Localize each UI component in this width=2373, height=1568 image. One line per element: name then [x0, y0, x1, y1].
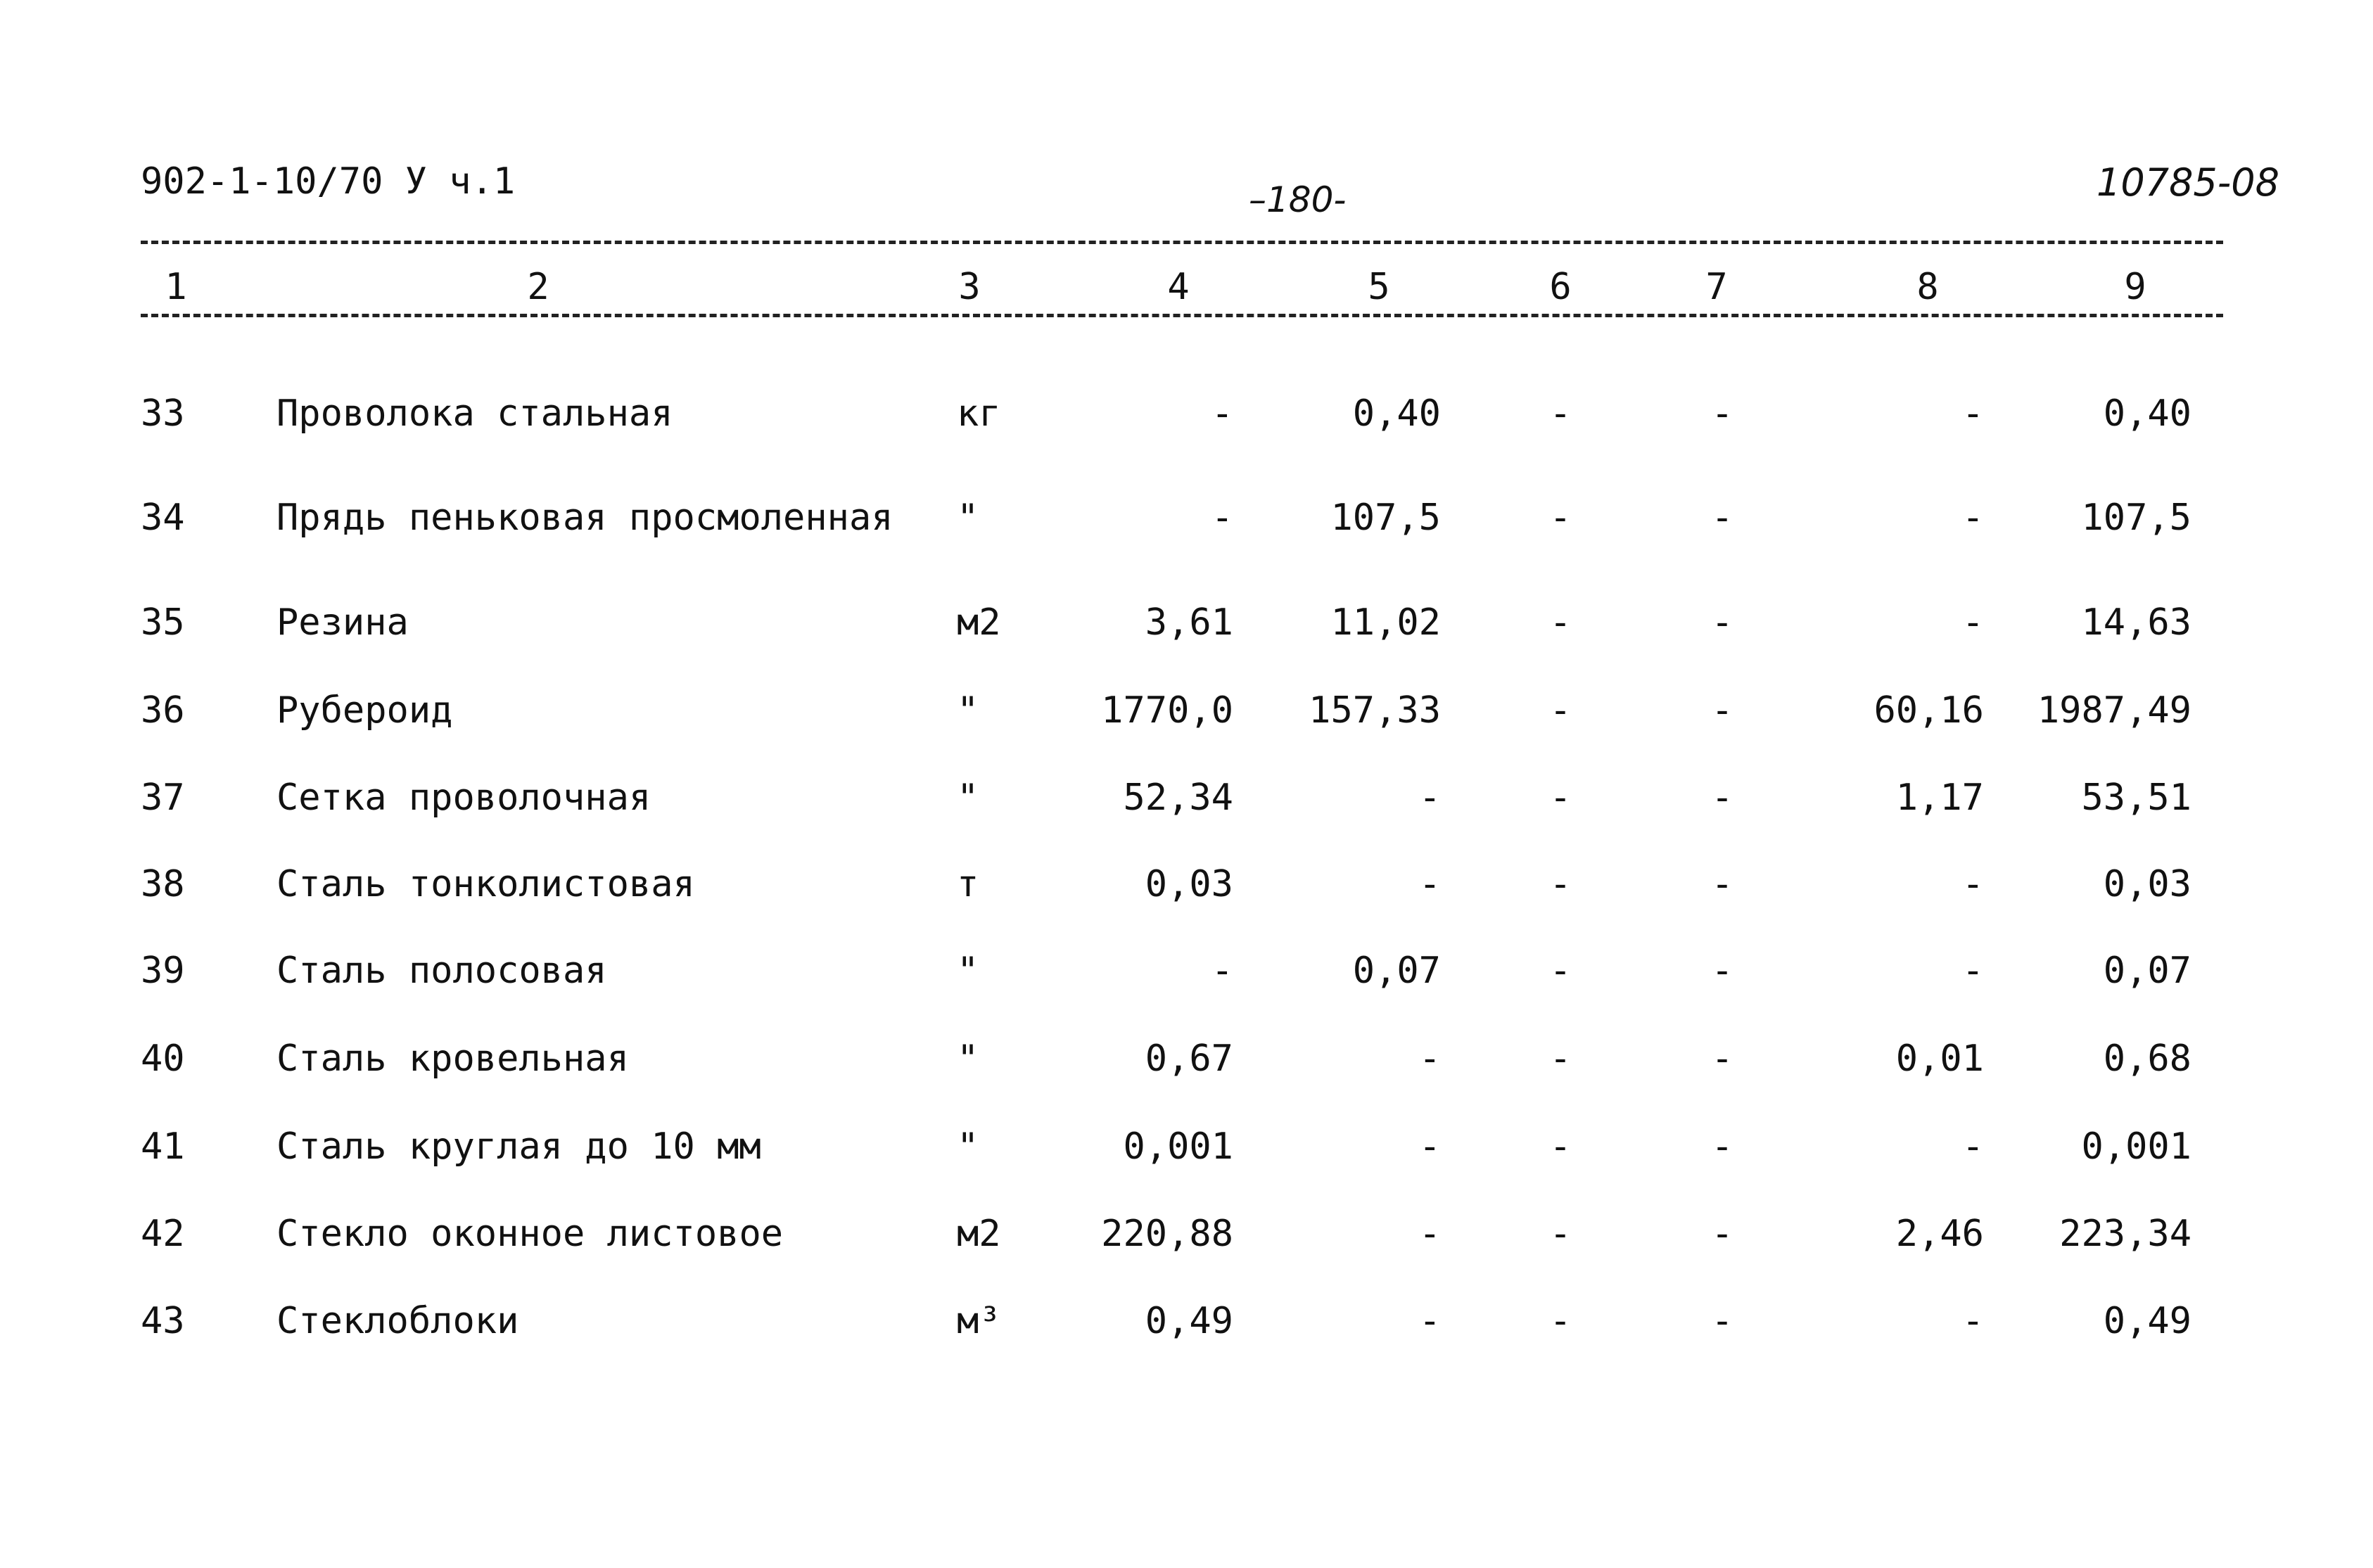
col-5-value: -	[1418, 1300, 1441, 1342]
material-name: Сталь круглая до 10 мм	[276, 1126, 761, 1168]
row-number: 38	[141, 863, 185, 905]
col-8-value: -	[1961, 1126, 1984, 1168]
material-name: Стекло оконное листовое	[276, 1213, 784, 1255]
col-4-value: 0,49	[1145, 1300, 1233, 1342]
column-header-1: 1	[165, 266, 187, 308]
column-header-7: 7	[1705, 266, 1728, 308]
col-5-value: -	[1418, 1038, 1441, 1080]
col-4-value: 52,34	[1123, 777, 1233, 819]
col-5-value: -	[1418, 1126, 1441, 1168]
col-5-value: 0,40	[1352, 393, 1441, 435]
col-9-total: 107,5	[2081, 497, 2191, 539]
table-row	[0, 1213, 2373, 1262]
column-header-4: 4	[1167, 266, 1190, 308]
material-name: Стеклоблоки	[276, 1300, 519, 1342]
col-8-value: 2,46	[1895, 1213, 1984, 1255]
col-8-value: -	[1961, 1300, 1984, 1342]
unit: м2	[957, 1213, 1001, 1255]
col-6-value: -	[1549, 777, 1572, 819]
row-number: 40	[141, 1038, 185, 1080]
col-8-value: 0,01	[1895, 1038, 1984, 1080]
col-7-value: -	[1711, 1213, 1733, 1255]
col-8-value: -	[1961, 497, 1984, 539]
column-header-8: 8	[1916, 266, 1939, 308]
unit: м³	[957, 1300, 1001, 1342]
col-7-value: -	[1711, 777, 1733, 819]
col-9-total: 1987,49	[2037, 689, 2191, 732]
col-4-value: 3,61	[1145, 601, 1233, 644]
col-9-total: 0,40	[2103, 393, 2191, 435]
col-5-value: -	[1418, 1213, 1441, 1255]
column-header-9: 9	[2124, 266, 2146, 308]
material-name: Прядь пеньковая просмоленная	[276, 497, 893, 539]
table-row	[0, 863, 2373, 912]
col-8-value: -	[1961, 393, 1984, 435]
col-5-value: 157,33	[1309, 689, 1441, 732]
material-name: Сталь тонколистовая	[276, 863, 695, 905]
col-7-value: -	[1711, 601, 1733, 644]
unit: м2	[957, 601, 1001, 644]
table-row	[0, 689, 2373, 739]
col-4-value: -	[1211, 393, 1233, 435]
col-5-value: 0,07	[1352, 950, 1441, 992]
col-9-total: 0,03	[2103, 863, 2191, 905]
col-9-total: 0,49	[2103, 1300, 2191, 1342]
material-name: Рубероид	[276, 689, 453, 732]
col-9-total: 0,68	[2103, 1038, 2191, 1080]
col-8-value: -	[1961, 601, 1984, 644]
col-4-value: 0,03	[1145, 863, 1233, 905]
unit: "	[957, 777, 979, 819]
unit: "	[957, 1038, 979, 1080]
col-4-value: -	[1211, 497, 1233, 539]
col-9-total: 14,63	[2081, 601, 2191, 644]
col-4-value: 0,001	[1123, 1126, 1233, 1168]
archive-number: 10785-08	[2097, 160, 2279, 205]
col-7-value: -	[1711, 950, 1733, 992]
row-number: 41	[141, 1126, 185, 1168]
table-row	[0, 601, 2373, 651]
table-row	[0, 777, 2373, 826]
header-bottom-rule	[141, 314, 2223, 317]
col-6-value: -	[1549, 1213, 1572, 1255]
col-7-value: -	[1711, 1300, 1733, 1342]
col-8-value: 1,17	[1895, 777, 1984, 819]
col-7-value: -	[1711, 863, 1733, 905]
col-7-value: -	[1711, 1038, 1733, 1080]
col-7-value: -	[1711, 689, 1733, 732]
col-8-value: -	[1961, 950, 1984, 992]
col-6-value: -	[1549, 950, 1572, 992]
col-5-value: -	[1418, 777, 1441, 819]
document-code: 902-1-10/70 У ч.1	[141, 160, 516, 203]
row-number: 43	[141, 1300, 185, 1342]
col-4-value: 0,67	[1145, 1038, 1233, 1080]
col-5-value: 11,02	[1330, 601, 1441, 644]
material-name: Сетка проволочная	[276, 777, 651, 819]
unit: "	[957, 1126, 979, 1168]
col-9-total: 223,34	[2059, 1213, 2191, 1255]
col-6-value: -	[1549, 863, 1572, 905]
table-row	[0, 1300, 2373, 1349]
table-row	[0, 1126, 2373, 1175]
column-header-6: 6	[1549, 266, 1572, 308]
col-7-value: -	[1711, 497, 1733, 539]
unit: кг	[957, 393, 1001, 435]
row-number: 42	[141, 1213, 185, 1255]
material-name: Проволока стальная	[276, 393, 673, 435]
col-9-total: 0,001	[2081, 1126, 2191, 1168]
row-number: 33	[141, 393, 185, 435]
row-number: 37	[141, 777, 185, 819]
col-6-value: -	[1549, 601, 1572, 644]
unit: т	[957, 863, 979, 905]
table-top-rule	[141, 241, 2223, 244]
material-name: Сталь полосовая	[276, 950, 607, 992]
row-number: 34	[141, 497, 185, 539]
table-row	[0, 497, 2373, 546]
col-4-value: 1770,0	[1101, 689, 1233, 732]
col-8-value: 60,16	[1873, 689, 1984, 732]
row-number: 39	[141, 950, 185, 992]
material-name: Резина	[276, 601, 409, 644]
material-name: Сталь кровельная	[276, 1038, 629, 1080]
column-header-5: 5	[1368, 266, 1390, 308]
table-row	[0, 950, 2373, 999]
row-number: 36	[141, 689, 185, 732]
column-header-3: 3	[958, 266, 981, 308]
page-number: –180-	[1249, 179, 1347, 220]
col-6-value: -	[1549, 689, 1572, 732]
col-9-total: 0,07	[2103, 950, 2191, 992]
col-6-value: -	[1549, 1300, 1572, 1342]
col-7-value: -	[1711, 393, 1733, 435]
table-row	[0, 1038, 2373, 1087]
unit: "	[957, 689, 979, 732]
unit: "	[957, 497, 979, 539]
col-7-value: -	[1711, 1126, 1733, 1168]
col-5-value: -	[1418, 863, 1441, 905]
col-6-value: -	[1549, 393, 1572, 435]
col-6-value: -	[1549, 1038, 1572, 1080]
col-5-value: 107,5	[1330, 497, 1441, 539]
col-6-value: -	[1549, 497, 1572, 539]
col-6-value: -	[1549, 1126, 1572, 1168]
column-header-2: 2	[527, 266, 549, 308]
col-8-value: -	[1961, 863, 1984, 905]
col-4-value: 220,88	[1101, 1213, 1233, 1255]
row-number: 35	[141, 601, 185, 644]
col-4-value: -	[1211, 950, 1233, 992]
col-9-total: 53,51	[2081, 777, 2191, 819]
unit: "	[957, 950, 979, 992]
table-row	[0, 393, 2373, 442]
